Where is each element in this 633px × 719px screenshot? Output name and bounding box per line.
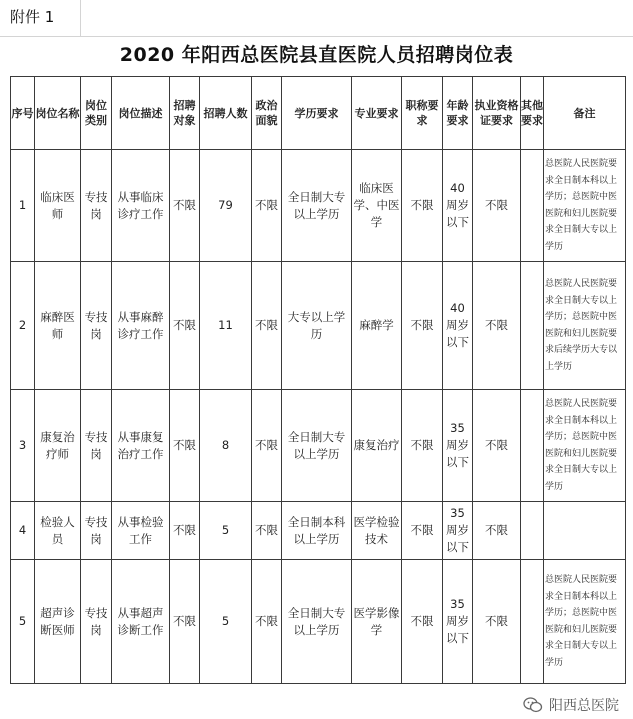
cell-count: 79 (200, 150, 252, 262)
cell-major: 医学影像学 (352, 560, 402, 684)
recruitment-table (10, 76, 626, 684)
cell-name: 麻醉医师 (35, 262, 81, 390)
table-row (11, 560, 626, 684)
cell-note: 总医院人民医院要求全日制本科以上学历；总医院中医医院和妇儿医院要求全日制大专以上学历 (544, 150, 626, 262)
gridline (80, 0, 81, 36)
cell-note (544, 502, 626, 560)
cell-age: 35 周岁以下 (443, 502, 473, 560)
cell-major: 麻醉学 (352, 262, 402, 390)
cell-politics: 不限 (252, 502, 282, 560)
cell-category: 专技岗 (81, 390, 112, 502)
wechat-icon (523, 697, 543, 713)
cell-title: 不限 (402, 560, 443, 684)
cell-desc: 从事检验工作 (112, 502, 170, 560)
header-cell: 岗位描述 (112, 77, 170, 150)
cell-title: 不限 (402, 150, 443, 262)
header-cell: 岗位名称 (35, 77, 81, 150)
cell-category: 专技岗 (81, 262, 112, 390)
cell-title: 不限 (402, 262, 443, 390)
table-row (11, 390, 626, 502)
cell-category: 专技岗 (81, 150, 112, 262)
cell-no: 2 (11, 262, 35, 390)
cell-age: 40 周岁以下 (443, 262, 473, 390)
table-row (11, 502, 626, 560)
cell-note: 总医院人民医院要求全日制大专以上学历；总医院中医医院和妇儿医院要求后续学历大专以上学历 (544, 262, 626, 390)
cell-category: 专技岗 (81, 560, 112, 684)
cell-cert: 不限 (473, 502, 521, 560)
page-title: 2020 年阳西总医院县直医院人员招聘岗位表 (119, 44, 514, 66)
cell-cert: 不限 (473, 560, 521, 684)
header-row (11, 77, 626, 150)
cell-desc: 从事麻醉诊疗工作 (112, 262, 170, 390)
header-cell: 其他要求 (521, 77, 544, 150)
cell-politics: 不限 (252, 560, 282, 684)
cell-target: 不限 (170, 502, 200, 560)
header-cell: 岗位类别 (81, 77, 112, 150)
attachment-label: 附件 1 (10, 8, 55, 26)
cell-name: 康复治疗师 (35, 390, 81, 502)
table-row (11, 150, 626, 262)
watermark (523, 695, 619, 715)
cell-name: 临床医师 (35, 150, 81, 262)
cell-name: 检验人员 (35, 502, 81, 560)
cell-title: 不限 (402, 502, 443, 560)
header-cell: 年龄要求 (443, 77, 473, 150)
cell-desc: 从事康复治疗工作 (112, 390, 170, 502)
watermark-text: 阳西总医院 (549, 698, 619, 714)
cell-desc: 从事超声诊断工作 (112, 560, 170, 684)
cell-other (521, 390, 544, 502)
cell-major: 医学检验技术 (352, 502, 402, 560)
cell-name: 超声诊断医师 (35, 560, 81, 684)
cell-major: 临床医学、中医学 (352, 150, 402, 262)
cell-no: 5 (11, 560, 35, 684)
cell-no: 1 (11, 150, 35, 262)
cell-edu: 大专以上学历 (282, 262, 352, 390)
cell-age: 40 周岁以下 (443, 150, 473, 262)
cell-other (521, 502, 544, 560)
cell-count: 5 (200, 502, 252, 560)
cell-title: 不限 (402, 390, 443, 502)
cell-other (521, 262, 544, 390)
cell-politics: 不限 (252, 150, 282, 262)
header-cell: 序号 (11, 77, 35, 150)
cell-edu: 全日制大专以上学历 (282, 560, 352, 684)
cell-edu: 全日制本科以上学历 (282, 502, 352, 560)
cell-count: 11 (200, 262, 252, 390)
cell-other (521, 560, 544, 684)
cell-no: 4 (11, 502, 35, 560)
header-cell: 政治面貌 (252, 77, 282, 150)
cell-edu: 全日制大专以上学历 (282, 150, 352, 262)
header-cell: 学历要求 (282, 77, 352, 150)
cell-count: 8 (200, 390, 252, 502)
cell-count: 5 (200, 560, 252, 684)
cell-target: 不限 (170, 150, 200, 262)
cell-major: 康复治疗 (352, 390, 402, 502)
header-cell: 备注 (544, 77, 626, 150)
cell-note: 总医院人民医院要求全日制本科以上学历；总医院中医医院和妇儿医院要求全日制大专以上学历 (544, 560, 626, 684)
cell-note: 总医院人民医院要求全日制本科以上学历；总医院中医医院和妇儿医院要求全日制大专以上学历 (544, 390, 626, 502)
gridline (0, 36, 633, 37)
cell-target: 不限 (170, 390, 200, 502)
header-cell: 执业资格证要求 (473, 77, 521, 150)
cell-category: 专技岗 (81, 502, 112, 560)
cell-edu: 全日制大专以上学历 (282, 390, 352, 502)
cell-cert: 不限 (473, 150, 521, 262)
header-cell: 招聘人数 (200, 77, 252, 150)
header-cell: 招聘对象 (170, 77, 200, 150)
cell-age: 35 周岁以下 (443, 560, 473, 684)
header-cell: 职称要求 (402, 77, 443, 150)
cell-politics: 不限 (252, 262, 282, 390)
header-cell: 专业要求 (352, 77, 402, 150)
cell-cert: 不限 (473, 390, 521, 502)
cell-target: 不限 (170, 560, 200, 684)
cell-desc: 从事临床诊疗工作 (112, 150, 170, 262)
cell-politics: 不限 (252, 390, 282, 502)
cell-age: 35 周岁以下 (443, 390, 473, 502)
cell-target: 不限 (170, 262, 200, 390)
cell-no: 3 (11, 390, 35, 502)
cell-cert: 不限 (473, 262, 521, 390)
cell-other (521, 150, 544, 262)
table-row (11, 262, 626, 390)
